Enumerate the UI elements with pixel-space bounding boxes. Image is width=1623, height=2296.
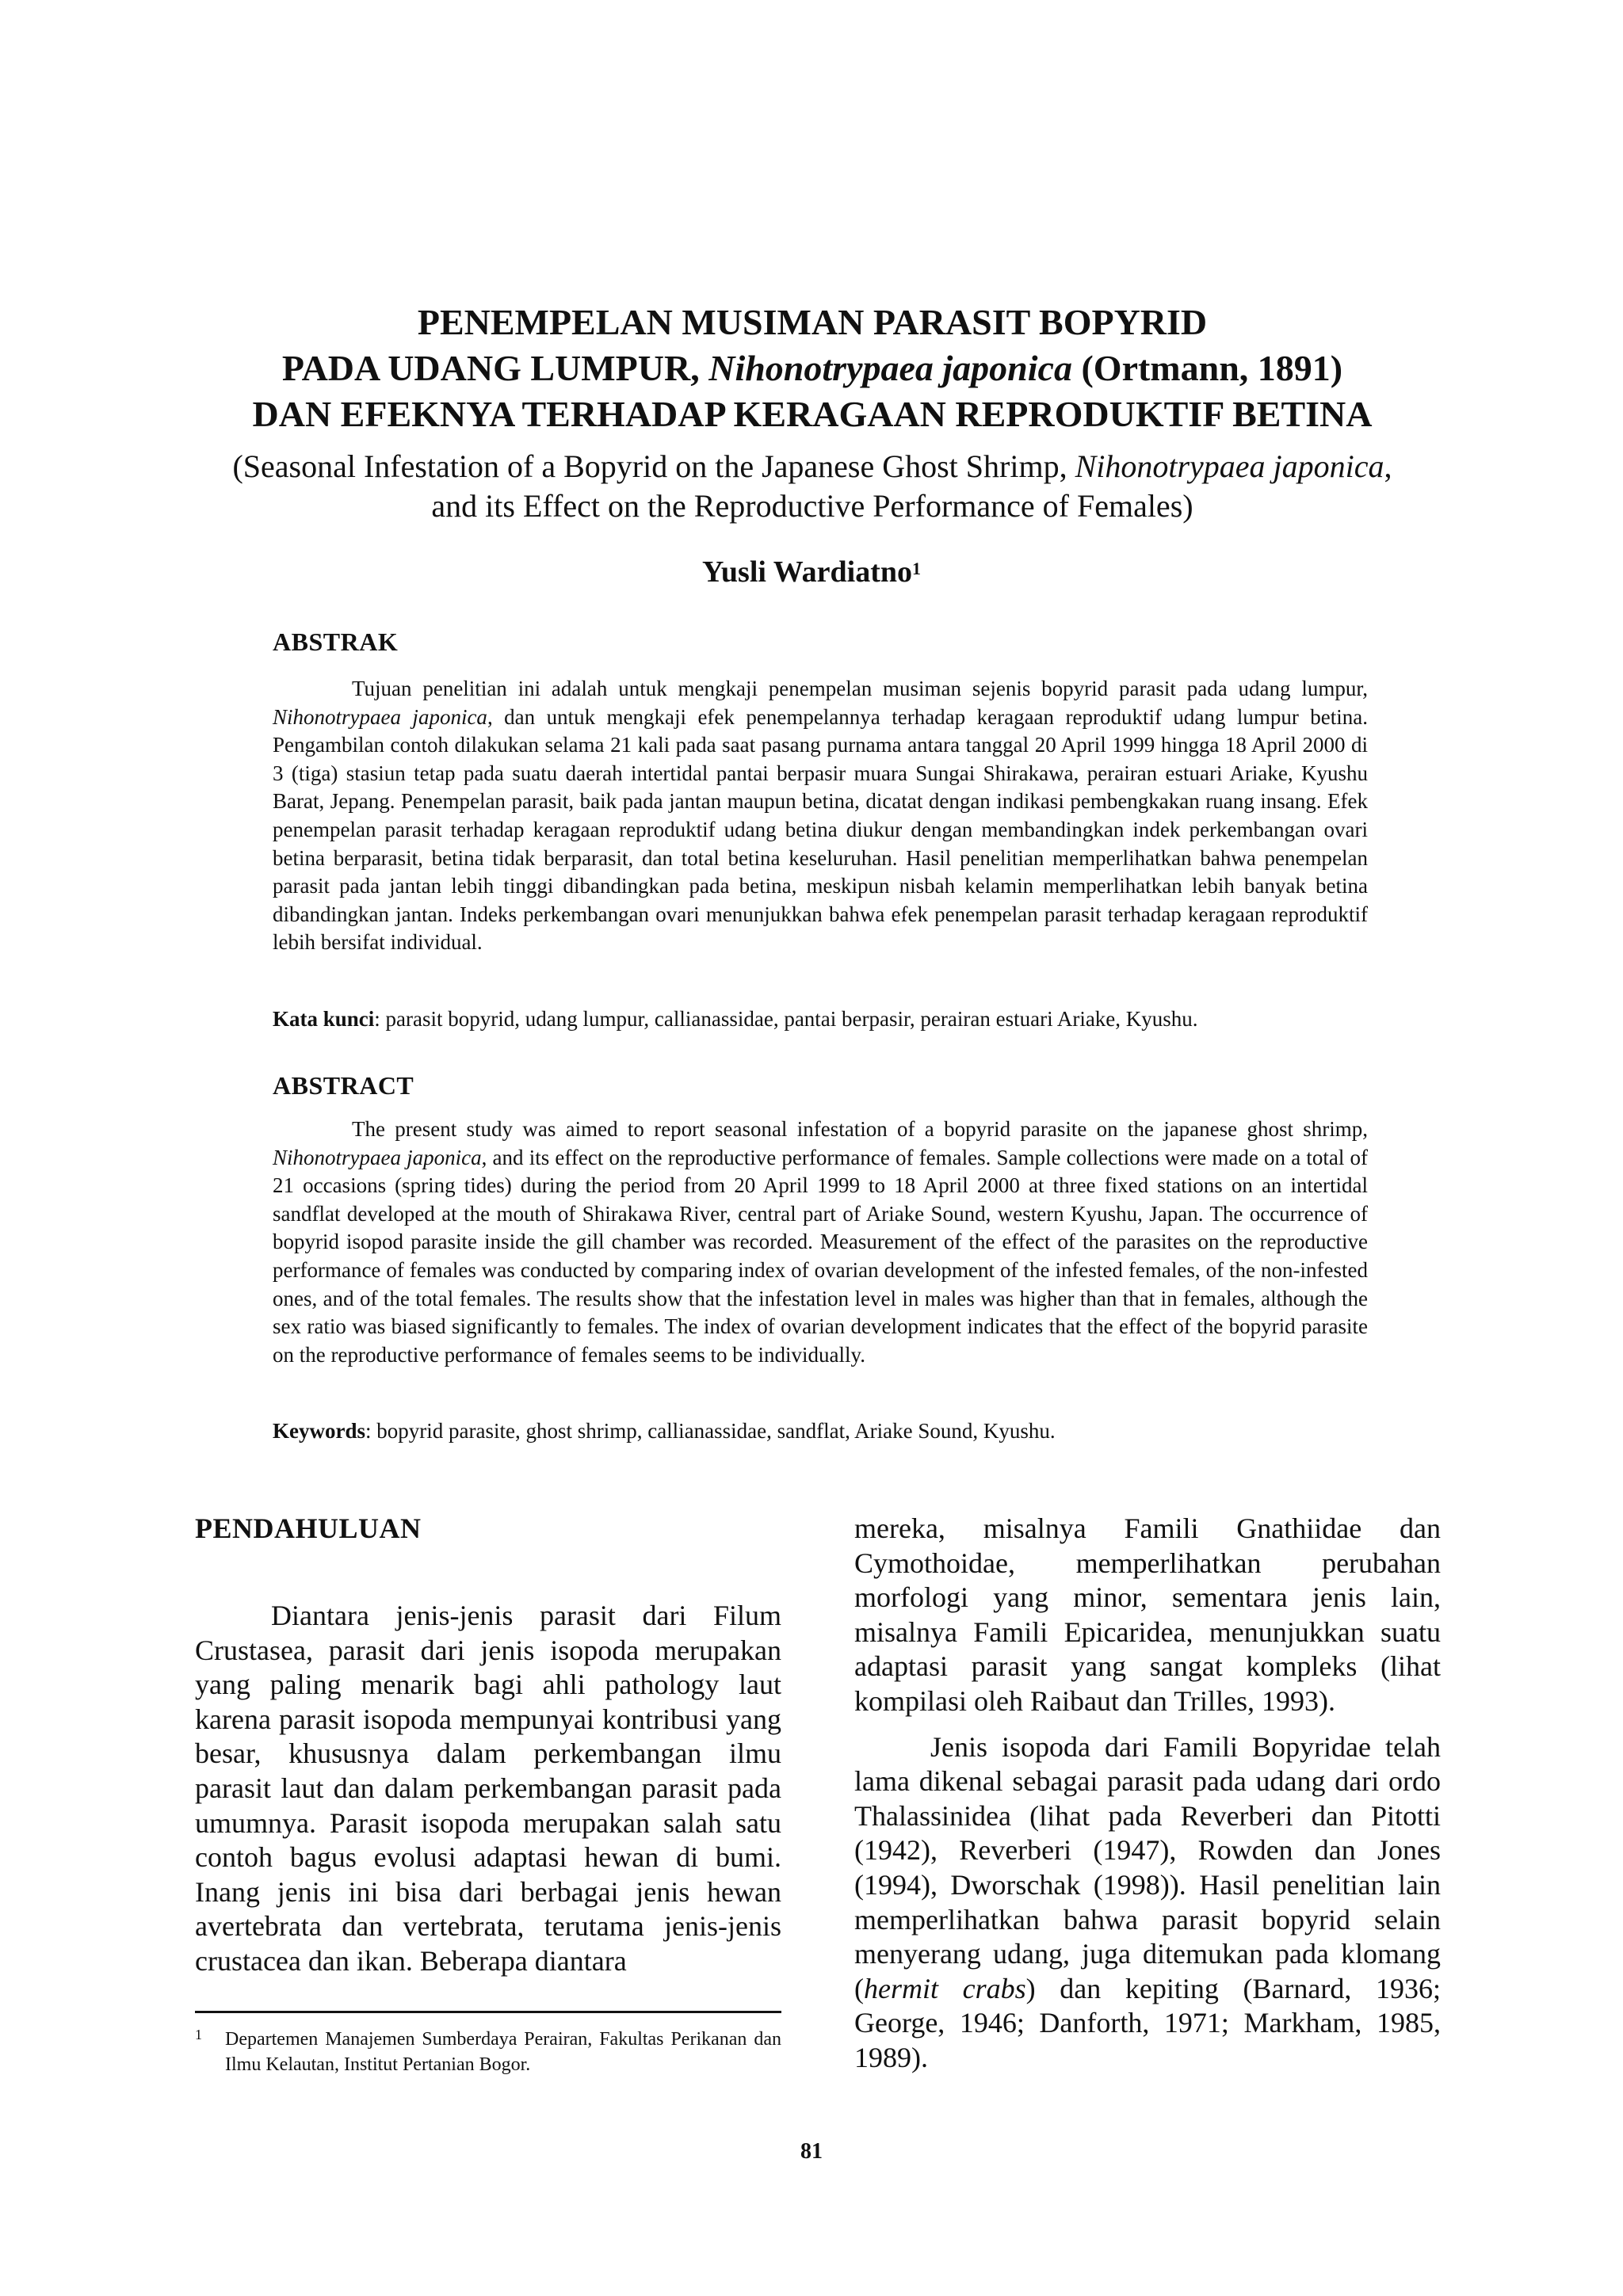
abstrak-species: Nihonotrypaea japonica — [273, 704, 487, 729]
intro-right-p2-text-b: ) dan kepiting (Barnard, 1936; George, 1946; Danforth, 1971; Markham, 1985, 1989). — [854, 1972, 1441, 2073]
title-line-3: DAN EFEKNYA TERHADAP KERAGAAN REPRODUKTIF BETINA — [252, 394, 1373, 434]
abstract-body — [273, 1116, 1368, 1369]
abstract-keywords-label: Keywords — [273, 1419, 365, 1443]
subtitle-line-1 — [143, 447, 1482, 486]
intro-right-paragraph-1: mereka, misalnya Famili Gnathiidae dan Cymothoidae, memperlihatkan perubahan morfologi yang minor, sementara jenis lain, misalnya Famili Epicaridea, menunjukkan suatu adaptasi parasit yang sangat kompleks (lihat kompilasi oleh Raibaut dan Trilles, 1993). — [854, 1512, 1441, 1717]
abstract-keywords-text: : bopyrid parasite, ghost shrimp, callianassidae, sandflat, Ariake Sound, Kyushu. — [365, 1419, 1056, 1443]
title-line-2-prefix: PADA UDANG LUMPUR, — [281, 348, 709, 388]
abstrak-keywords — [273, 1005, 1368, 1033]
footnote-mark: 1 — [195, 2027, 202, 2042]
page-number: 81 — [800, 2139, 823, 2164]
author — [0, 555, 1623, 589]
author-name: Yusli Wardiatno — [701, 555, 913, 589]
abstract-text-1: The present study was aimed to report seasonal infestation of a bopyrid parasite on the japanese ghost shrimp, — [352, 1117, 1368, 1141]
intro-right-p2-text-a: Jenis isopoda dari Famili Bopyridae telah lama dikenal sebagai parasit pada udang dari ordo Thalassinidea (lihat pada Reverberi dan Pitotti (1942), Reverberi (1947), Rowden dan Jones (1994), Dworschak (1998)). Hasil penelitian lain memperlihatkan bahwa parasit bopyrid selain menyerang udang, juga ditemukan pada klomang ( — [854, 1730, 1441, 2004]
abstract-text-2: , and its effect on the reproductive performance of females. Sample collections were made on a total of 21 occasions (spring tides) during the period from 20 April 1999 to 18 April 2000 at three fixed stations on an intertidal sandflat developed at the mouth of Shirakawa River, central part of Ariake Sound, western Kyushu, Japan. The occurrence of bopyrid isopod parasite inside the gill chamber was recorded. Measurement of the effect of the parasites on the reproductive performance of females was conducted by comparing index of ovarian development of the infested females, of the non-infested ones, and of the total females. The results show that the infestation level in males was higher than that in females, although the sex ratio was biased significantly to females. The index of ovarian development indicates that the effect of the bopyrid parasite on the reproductive performance of females seems to be individually. — [273, 1145, 1368, 1367]
intro-right-p2-italic: hermit crabs — [864, 1972, 1026, 2004]
abstract-species: Nihonotrypaea japonica — [273, 1145, 482, 1169]
abstrak-text-2: , dan untuk mengkaji efek penempelannya terhadap keragaan reproduktif udang lumpur betina. Pengambilan contoh dilakukan selama 21 kali pada saat pasang purnama antara tanggal 20 April 1999 hingga 18 April 2000 di 3 (tiga) stasiun tetap pada suatu daerah intertidal pantai berpasir muara Sungai Shirakawa, perairan estuari Ariake, Kyushu Barat, Jepang. Penempelan parasit, baik pada jantan maupun betina, dicatat dengan indikasi pembengkakan ruang insang. Efek penempelan parasit terhadap keragaan reproduktif udang betina diukur dengan membandingkan indek perkembangan ovari betina berparasit, betina tidak berparasit, dan total betina keseluruhan. Hasil penelitian memperlihatkan bahwa penempelan parasit pada jantan lebih tinggi dibandingkan pada betina, meskipun nisbah kelamin memperlihatkan lebih banyak betina dibandingkan jantan. Indeks perkembangan ovari menunjukkan bahwa efek penempelan parasit terhadap keragaan reproduktif lebih bersifat individual. — [273, 704, 1368, 955]
title-line-2 — [143, 345, 1482, 391]
intro-left-paragraph: Diantara jenis-jenis parasit dari Filum Crustasea, parasit dari jenis isopoda merupakan yang paling menarik bagi ahli pathology laut karena parasit isopoda mempunyai kontribusi yang besar, khususnya dalam perkembangan ilmu parasit laut dan dalam perkembangan parasit pada umumnya. Parasit isopoda merupakan salah satu contoh bagus evolusi adaptasi hewan di bumi. Inang jenis ini bisa dari berbagai jenis hewan avertebrata dan vertebrata, terutama jenis-jenis crustacea dan ikan. Beberapa diantara — [195, 1600, 781, 1977]
footnote-text: Departemen Manajemen Sumberdaya Perairan, Fakultas Perikanan dan Ilmu Kelautan, Institut Pertanian Bogor. — [225, 2029, 781, 2075]
abstract-keywords — [273, 1417, 1368, 1445]
abstract-heading: ABSTRACT — [273, 1071, 414, 1100]
title-species: Nihonotrypaea japonica — [708, 348, 1072, 388]
article-title — [143, 299, 1482, 526]
footnote-rule — [195, 2011, 781, 2013]
footnote — [195, 2027, 781, 2077]
title-line-1: PENEMPELAN MUSIMAN PARASIT BOPYRID — [417, 302, 1208, 342]
subtitle-suffix: , — [1384, 448, 1392, 484]
intro-heading: PENDAHULUAN — [195, 1512, 422, 1544]
subtitle-species: Nihonotrypaea japonica — [1075, 448, 1384, 484]
abstrak-body — [273, 675, 1368, 957]
abstrak-keywords-text: : parasit bopyrid, udang lumpur, callianassidae, pantai berpasir, perairan estuari Ariake, Kyushu. — [374, 1007, 1198, 1031]
abstrak-text-1: Tujuan penelitian ini adalah untuk mengkaji penempelan musiman sejenis bopyrid parasit pada udang lumpur, — [352, 677, 1368, 700]
abstrak-heading: ABSTRAK — [273, 627, 399, 656]
subtitle-prefix: (Seasonal Infestation of a Bopyrid on the Japanese Ghost Shrimp, — [232, 448, 1075, 484]
intro-right-paragraph-2 — [854, 1730, 1441, 2076]
subtitle-line-2: and its Effect on the Reproductive Performance of Females) — [431, 488, 1193, 524]
intro-left-column — [195, 1599, 781, 1979]
intro-right-column — [854, 1512, 1441, 2076]
title-line-2-suffix: (Ortmann, 1891) — [1071, 348, 1343, 388]
abstrak-keywords-label: Kata kunci — [273, 1007, 375, 1031]
author-affiliation-mark: 1 — [912, 559, 922, 578]
